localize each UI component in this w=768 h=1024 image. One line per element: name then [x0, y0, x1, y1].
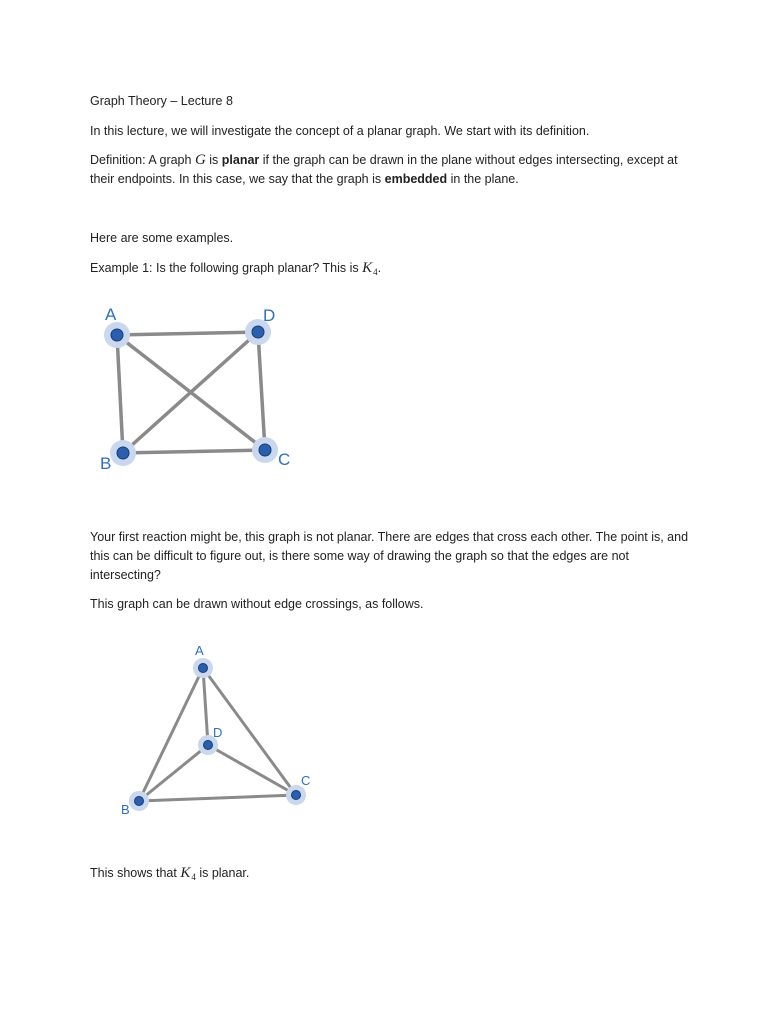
graph-symbol: G [194, 152, 206, 168]
reaction-paragraph: Your first reaction might be, this graph is not planar. There are edges that cross each other. The point is, and this can be difficult to figure out, is there some way of drawing the graph so that the edges are not intersecting? [90, 530, 689, 582]
label2-b: B [121, 802, 130, 817]
conclusion-paragraph [90, 864, 249, 887]
definition-is: is [205, 153, 222, 167]
label-c: C [278, 450, 291, 469]
k4-letter-conclusion: K [180, 865, 191, 881]
edge2-a-b [139, 668, 203, 801]
vertex2-c [286, 785, 306, 805]
example1-text: Example 1: Is the following graph planar? This is [90, 261, 363, 275]
page-title: Graph Theory – Lecture 8 [90, 94, 233, 108]
intro-paragraph: In this lecture, we will investigate the concept of a planar graph. We start with its definition. [90, 124, 590, 138]
vertex2-a [193, 658, 213, 678]
example1-end: . [377, 261, 382, 275]
vertex2-b [129, 791, 149, 811]
drawn-paragraph: This graph can be drawn without edge crossings, as follows. [90, 597, 424, 611]
label2-d: D [213, 725, 223, 740]
definition-middle: if the graph can be drawn in the plane without edges intersecting, except at their endpoints. In this case, we say that the graph is [90, 153, 678, 186]
k4-letter: K [362, 260, 373, 276]
definition-suffix: in the plane. [447, 172, 519, 186]
label-d: D [263, 306, 276, 325]
examples-intro: Here are some examples. [90, 231, 234, 245]
term-embedded: embedded [384, 172, 448, 186]
edge2-d-b [139, 745, 208, 801]
k4-symbol-conclusion [180, 865, 196, 881]
conclusion-prefix: This shows that [90, 866, 181, 880]
label2-a: A [195, 643, 204, 658]
edge2-b-c [139, 795, 296, 801]
term-planar: planar [221, 153, 260, 167]
definition-prefix: Definition: A graph [90, 153, 195, 167]
edge2-a-d [203, 668, 208, 745]
label-b: B [100, 454, 112, 473]
label-a: A [105, 305, 117, 324]
label2-c: C [301, 773, 311, 788]
k4-subscript: 4 [373, 267, 378, 277]
k4-subscript-conclusion: 4 [191, 872, 196, 882]
conclusion-suffix: is planar. [195, 866, 250, 880]
edge2-d-c [208, 745, 296, 795]
